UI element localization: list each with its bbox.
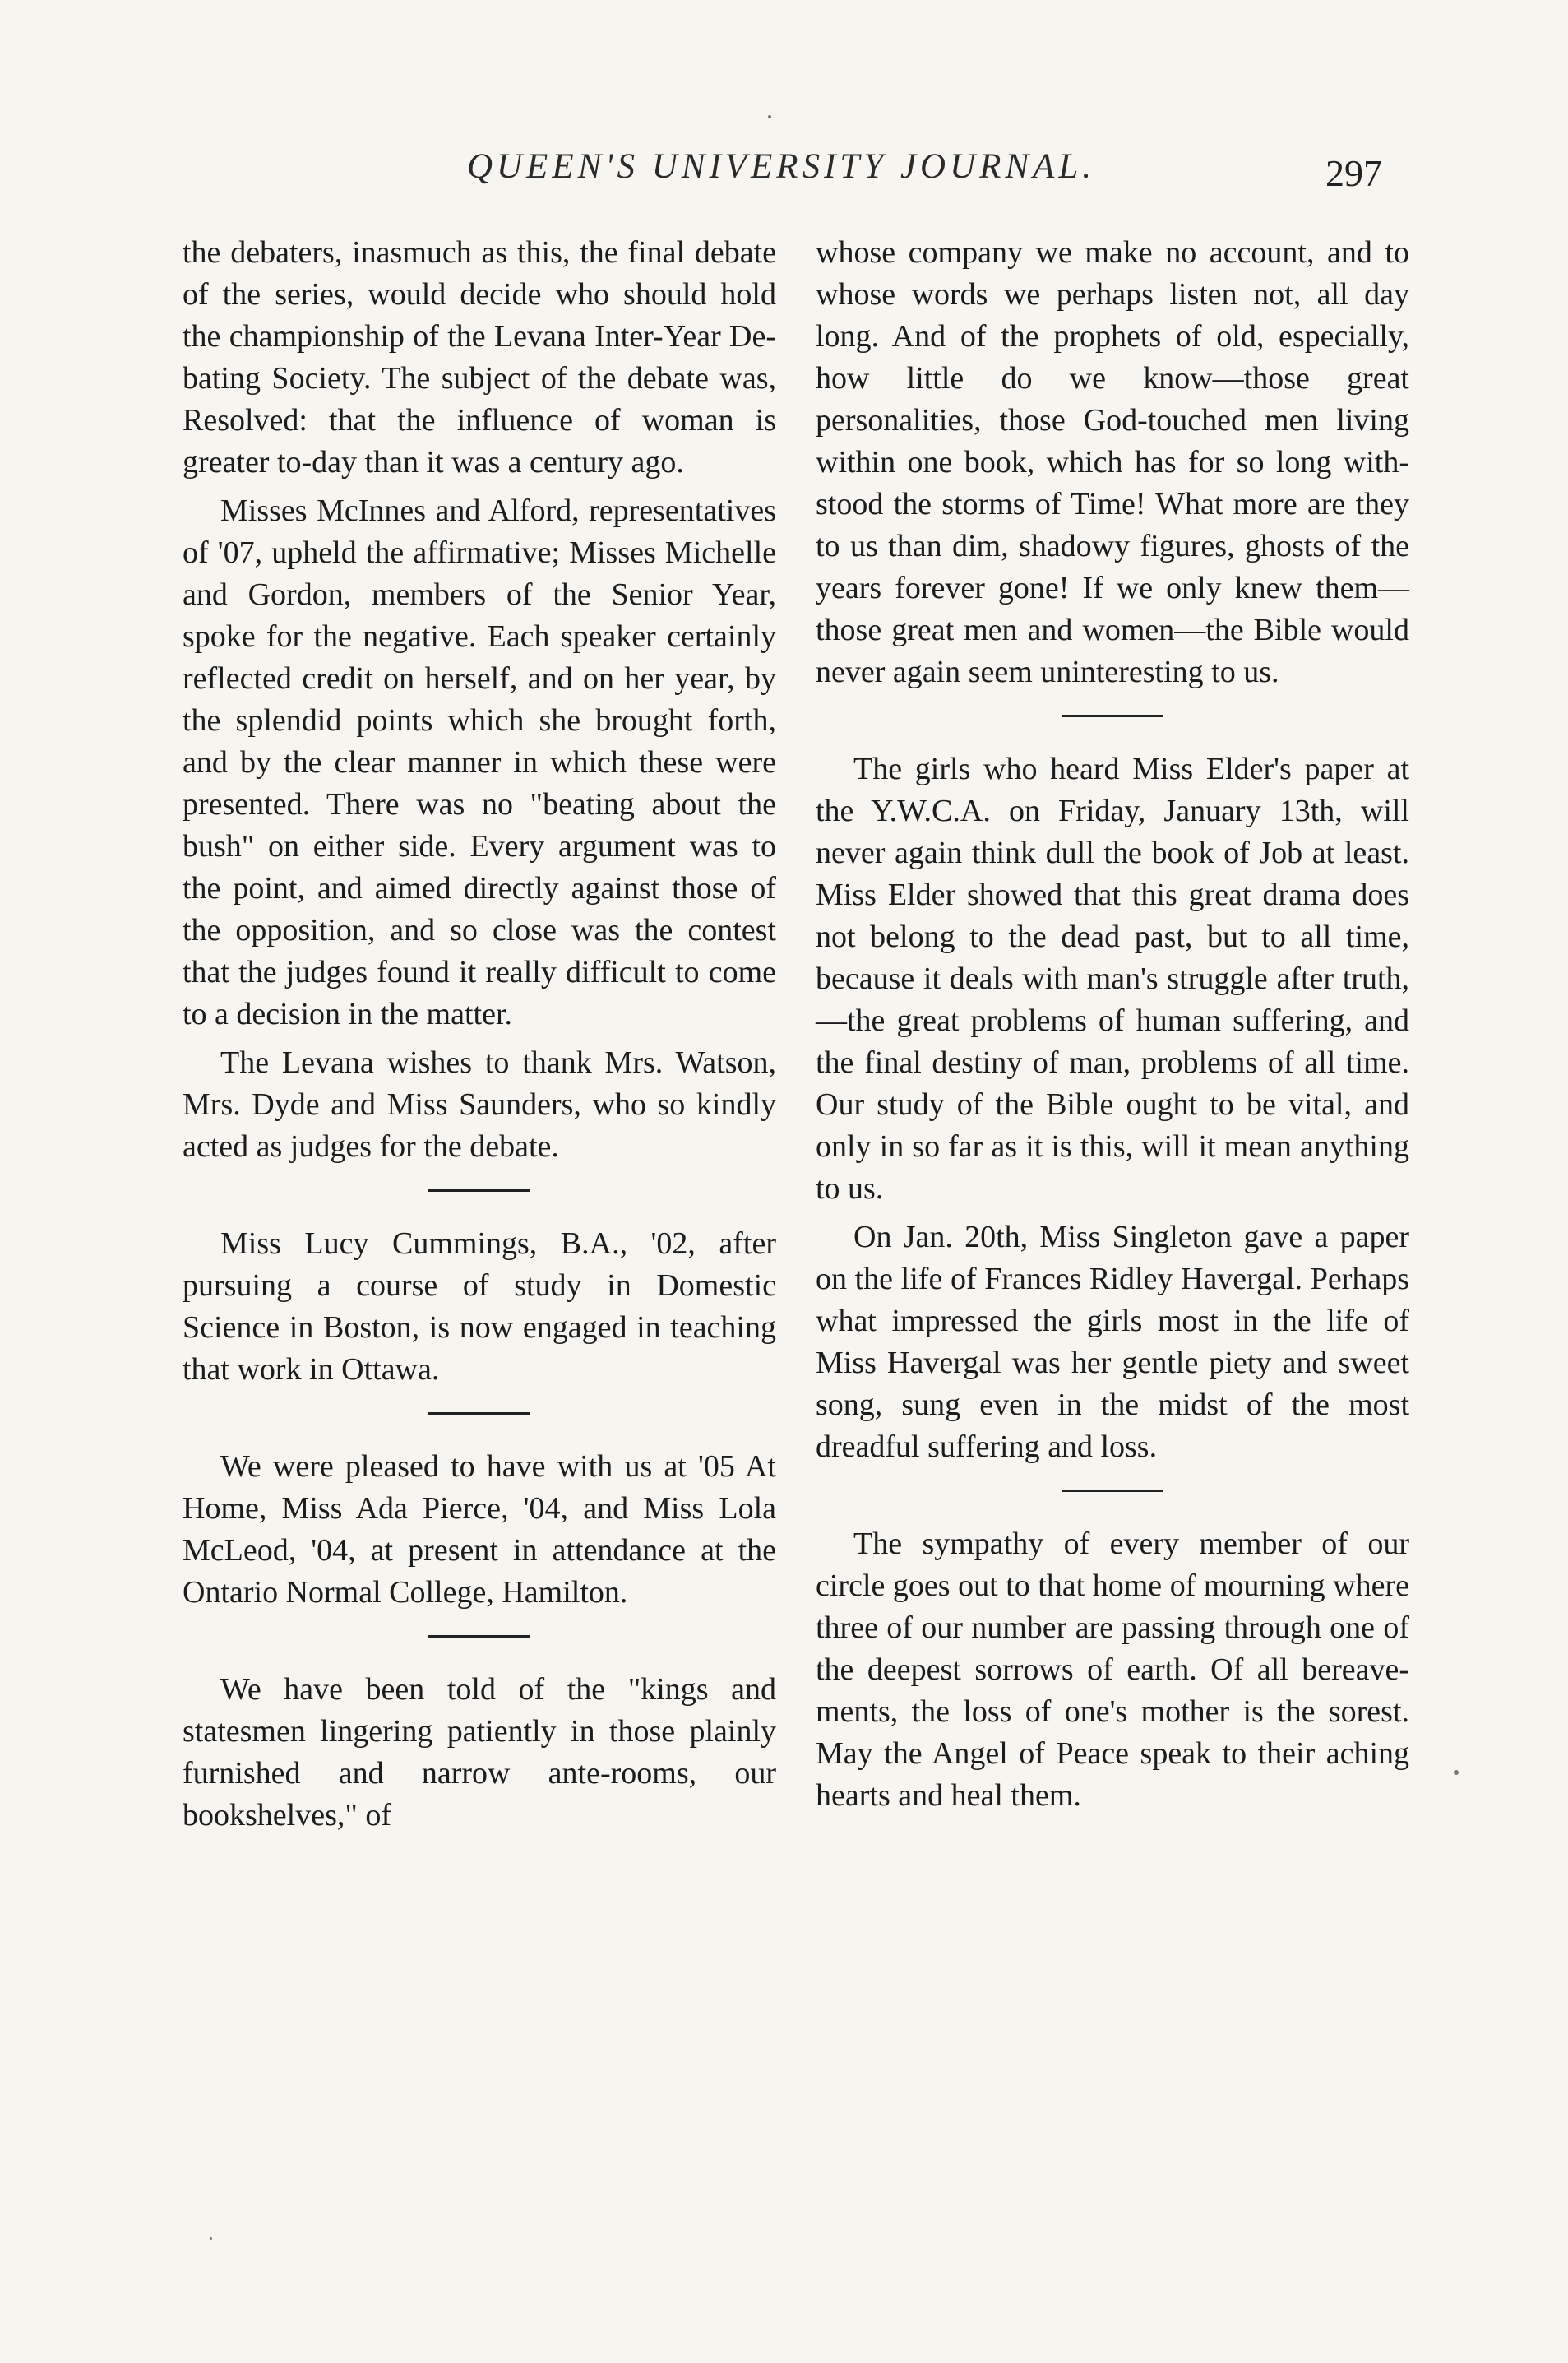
- page-number: 297: [1325, 152, 1382, 194]
- right-column: [816, 232, 1409, 1823]
- paragraph-miss-singleton: On Jan. 20th, Miss Singleton gave a paper on the life of Frances Ridley Havergal. Perhaps what impressed the girls most in the life of Miss Havergal was her gentle piety and sweet song, sung even in the midst of the most dreadful suffering and loss.: [816, 1220, 1409, 1464]
- section-divider: [1062, 715, 1163, 717]
- paragraph-debaters: Misses McInnes and Alford, representatives of '07, upheld the affirmative; Misses Michelle and Gordon, members of the Senior Year, spoke for the negative. Each speaker certainly reflected credit on herself, and on her year, by the splendid points which she brought forth, and by the clear manner in which these were presented. There was no "beating about the bush" on either side. Every argument was to the point, and aimed directly against those of the opposition, and so close was the contest that the judges found it really difficult to come to a decision in the matter.: [183, 493, 776, 1031]
- paragraph-debate-continued: the debaters, inasmuch as this, the final debate of the series, would decide who should hold the championship of the Levana Inter-Year Debating Society. The subject of the debate was, Resolved: that the influence of woman is greater to-day than it was a century ago.: [183, 235, 776, 480]
- left-column: [183, 232, 776, 1843]
- paragraph-levana-thanks: The Levana wishes to thank Mrs. Watson, Mrs. Dyde and Miss Saunders, who so kindly acted as judges for the debate.: [183, 1045, 776, 1164]
- section-divider: [428, 1189, 530, 1192]
- page-header: [0, 146, 1568, 204]
- paragraph-kings-and-statesmen: We have been told of the "kings and statesmen lingering patiently in those plainly furnished and narrow ante-rooms, our bookshelves," of: [183, 1672, 776, 1832]
- paragraph-miss-elder: The girls who heard Miss Elder's paper at the Y.W.C.A. on Friday, January 13th, will never again think dull the book of Job at least. Miss Elder showed that this great drama does not belong to the dead past, but to all time, because it deals with man's struggle after truth,—the great problems of human suffering, and the final destiny of man, problems of all time. Our study of the Bible ought to be vital, and only in so far as it is this, will it mean anything to us.: [816, 752, 1409, 1206]
- paragraph-sympathy: The sympathy of every member of our circle goes out to that home of mourning where three of our number are passing through one of the deepest sorrows of earth. Of all bereavements, the loss of one's mother is the sorest. May the Angel of Peace speak to their aching hearts and heal them.: [816, 1527, 1409, 1813]
- paragraph-lucy-cummings: Miss Lucy Cummings, B.A., '02, after pursuing a course of study in Domestic Science in Boston, is now engaged in teaching that work in Ottawa.: [183, 1226, 776, 1387]
- scan-speck: [768, 115, 771, 118]
- paragraph-prophets: whose company we make no account, and to whose words we perhaps listen not, all day long. And of the prophets of old, especially, how little do we know—those great personalities, those God-touched men living within one book, which has for so long withstood the storms of Time! What more are they to us than dim, shadowy figures, ghosts of the years forever gone! If we only knew them—those great men and women—the Bible would never again seem uninteresting to us.: [816, 235, 1409, 689]
- scan-speck: [210, 2237, 212, 2240]
- paragraph-at-home-visitors: We were pleased to have with us at '05 At Home, Miss Ada Pierce, '04, and Miss Lola McLeod, '04, at present in attendance at the Ontario Normal College, Hamilton.: [183, 1449, 776, 1610]
- section-divider: [1062, 1490, 1163, 1492]
- scan-speck: [1454, 1770, 1459, 1775]
- running-head: QUEEN'S UNIVERSITY JOURNAL.: [466, 147, 1096, 186]
- section-divider: [428, 1635, 530, 1638]
- section-divider: [428, 1412, 530, 1415]
